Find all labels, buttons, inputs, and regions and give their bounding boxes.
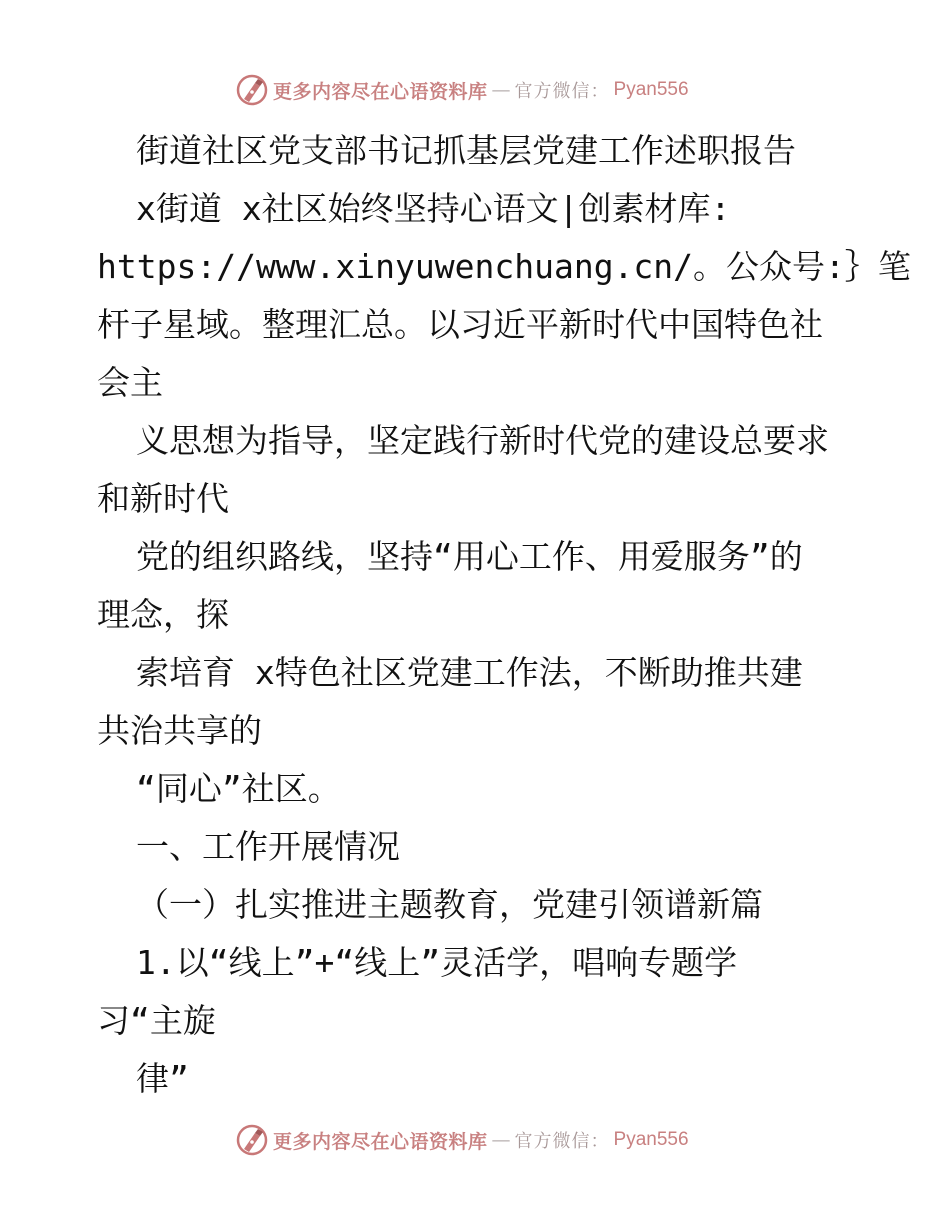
pen-nib-icon xyxy=(235,73,269,107)
paragraph-line: 1.以“线上”+“线上”灵活学，唱响专题学 xyxy=(136,943,738,982)
paragraph-line: 律” xyxy=(136,1059,189,1098)
document-title: 街道社区党支部书记抓基层党建工作述职报告 xyxy=(136,131,796,170)
paragraph-line: 索培育 x特色社区党建工作法，不断助推共建 xyxy=(136,653,803,692)
paragraph-line: 杆子星域。整理汇总。以习近平新时代中国特色社 xyxy=(97,305,823,344)
paragraph-line: 义思想为指导，坚定践行新时代党的建设总要求 xyxy=(136,421,829,460)
watermark-id: Pyan556 xyxy=(613,1129,689,1150)
paragraph-line: https://www.xinyuwenchuang.cn/。公众号:｝笔 xyxy=(97,247,911,286)
header-watermark xyxy=(235,72,689,108)
watermark-separator: — xyxy=(491,1129,511,1151)
paragraph-line: 共治共享的 xyxy=(97,711,262,750)
watermark-brand: 更多内容尽在心语资料库 xyxy=(273,80,488,103)
document-body xyxy=(97,122,911,1108)
subsection-heading: （一）扎实推进主题教育，党建引领谱新篇 xyxy=(136,885,763,924)
paragraph-line: 会主 xyxy=(97,363,163,402)
paragraph-line: x街道 x社区始终坚持心语文|创素材库: xyxy=(136,189,731,228)
paragraph-line: 和新时代 xyxy=(97,479,229,518)
section-heading: 一、工作开展情况 xyxy=(136,827,400,866)
watermark-brand: 更多内容尽在心语资料库 xyxy=(273,1130,488,1153)
watermark-official: 官方微信： xyxy=(514,81,610,102)
watermark-id: Pyan556 xyxy=(613,79,689,100)
paragraph-line: 理念，探 xyxy=(97,595,229,634)
watermark-separator: — xyxy=(491,79,511,101)
footer-watermark xyxy=(235,1122,689,1158)
pen-nib-icon xyxy=(235,1123,269,1157)
watermark-official: 官方微信： xyxy=(514,1131,610,1152)
paragraph-line: 党的组织路线，坚持“用心工作、用爱服务”的 xyxy=(136,537,803,576)
paragraph-line: “同心”社区。 xyxy=(136,769,341,808)
paragraph-line: 习“主旋 xyxy=(97,1001,216,1040)
